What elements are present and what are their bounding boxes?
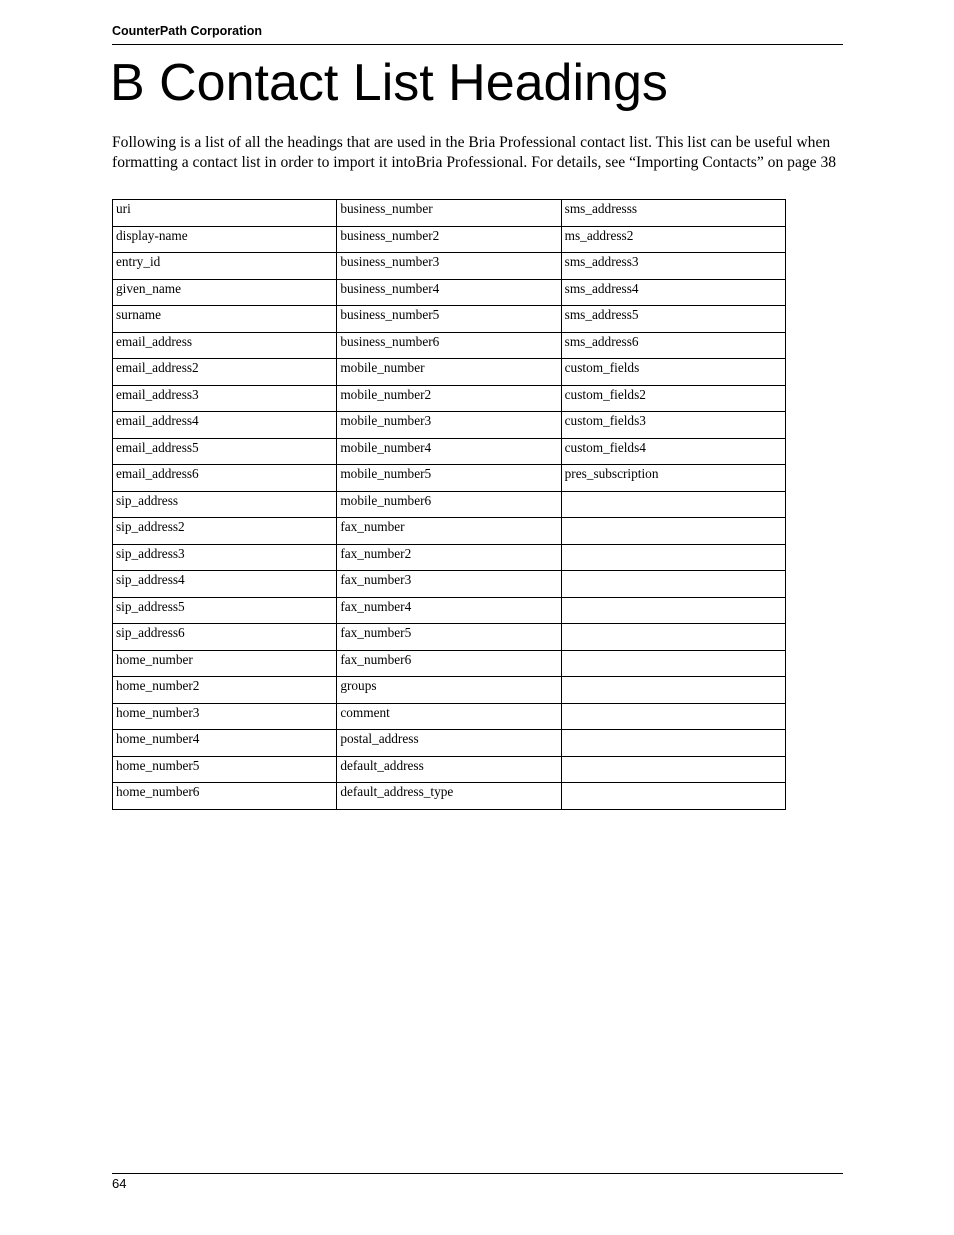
table-cell: fax_number2 (337, 544, 561, 571)
contact-headings-table (112, 199, 786, 810)
table-row (113, 385, 786, 412)
table-cell: sms_address4 (561, 279, 785, 306)
table-row (113, 332, 786, 359)
table-cell: sip_address4 (113, 571, 337, 598)
table-cell: sip_address3 (113, 544, 337, 571)
table-cell: uri (113, 200, 337, 227)
table-row (113, 279, 786, 306)
table-cell: given_name (113, 279, 337, 306)
table-row (113, 571, 786, 598)
table-cell: sms_address6 (561, 332, 785, 359)
header-company-name: CounterPath Corporation (112, 24, 262, 38)
table-body (113, 200, 786, 810)
table-row (113, 412, 786, 439)
table-cell (561, 624, 785, 651)
table-cell: fax_number3 (337, 571, 561, 598)
table-cell: mobile_number3 (337, 412, 561, 439)
table-cell: email_address (113, 332, 337, 359)
table-cell (561, 703, 785, 730)
table-cell: business_number4 (337, 279, 561, 306)
table-cell: business_number2 (337, 226, 561, 253)
table-cell: postal_address (337, 730, 561, 757)
table-cell: sip_address6 (113, 624, 337, 651)
table-row (113, 359, 786, 386)
table-cell: sms_address3 (561, 253, 785, 280)
table-cell: sms_addresss (561, 200, 785, 227)
table-row (113, 544, 786, 571)
table-cell: display-name (113, 226, 337, 253)
table-cell: email_address3 (113, 385, 337, 412)
table-cell (561, 650, 785, 677)
table-cell (561, 518, 785, 545)
table-cell: mobile_number6 (337, 491, 561, 518)
table-row (113, 226, 786, 253)
table-cell: mobile_number4 (337, 438, 561, 465)
table-cell (561, 783, 785, 810)
table-cell: home_number3 (113, 703, 337, 730)
table-cell: home_number4 (113, 730, 337, 757)
table-cell: sip_address2 (113, 518, 337, 545)
table-row (113, 756, 786, 783)
table-cell (561, 597, 785, 624)
table-cell (561, 544, 785, 571)
table-cell: groups (337, 677, 561, 704)
table-cell: mobile_number2 (337, 385, 561, 412)
header-divider (112, 44, 843, 45)
table-row (113, 597, 786, 624)
table-cell: fax_number (337, 518, 561, 545)
table-row (113, 491, 786, 518)
table-cell: sip_address5 (113, 597, 337, 624)
table-row (113, 200, 786, 227)
table-cell: email_address6 (113, 465, 337, 492)
footer-divider (112, 1173, 843, 1174)
table-cell: sip_address (113, 491, 337, 518)
table-cell: default_address (337, 756, 561, 783)
table-cell: custom_fields4 (561, 438, 785, 465)
table-row (113, 783, 786, 810)
table-row (113, 465, 786, 492)
table-cell: fax_number4 (337, 597, 561, 624)
table-cell: email_address2 (113, 359, 337, 386)
table-cell: ms_address2 (561, 226, 785, 253)
table-cell: pres_subscription (561, 465, 785, 492)
table-cell: custom_fields (561, 359, 785, 386)
table-cell: custom_fields2 (561, 385, 785, 412)
table-cell: email_address4 (113, 412, 337, 439)
table-cell: sms_address5 (561, 306, 785, 333)
table-cell (561, 571, 785, 598)
table-cell: mobile_number5 (337, 465, 561, 492)
table-cell: business_number3 (337, 253, 561, 280)
table-cell: entry_id (113, 253, 337, 280)
table-cell: business_number5 (337, 306, 561, 333)
table-row (113, 677, 786, 704)
table-row (113, 306, 786, 333)
table-cell: home_number6 (113, 783, 337, 810)
table-cell: business_number6 (337, 332, 561, 359)
table-cell: home_number2 (113, 677, 337, 704)
intro-paragraph: Following is a list of all the headings that are used in the Bria Professional contact list. This list can be useful when formatting a contact list in order to import it intoBria Professional. For details, see “Importing Contacts” on page 38 (112, 134, 837, 171)
table-cell: comment (337, 703, 561, 730)
table-row (113, 730, 786, 757)
table-cell: home_number5 (113, 756, 337, 783)
table-cell: default_address_type (337, 783, 561, 810)
table-cell (561, 491, 785, 518)
table-row (113, 650, 786, 677)
table-cell: business_number (337, 200, 561, 227)
table-cell: fax_number5 (337, 624, 561, 651)
table-row (113, 438, 786, 465)
page-title: B Contact List Headings (110, 54, 668, 112)
page-number: 64 (112, 1176, 127, 1191)
table-cell: email_address5 (113, 438, 337, 465)
table-cell: fax_number6 (337, 650, 561, 677)
table-row (113, 703, 786, 730)
table-cell (561, 730, 785, 757)
table-cell: surname (113, 306, 337, 333)
table-cell (561, 756, 785, 783)
table-cell (561, 677, 785, 704)
table-row (113, 624, 786, 651)
table-cell: home_number (113, 650, 337, 677)
table-row (113, 518, 786, 545)
table-row (113, 253, 786, 280)
table-cell: mobile_number (337, 359, 561, 386)
table-cell: custom_fields3 (561, 412, 785, 439)
